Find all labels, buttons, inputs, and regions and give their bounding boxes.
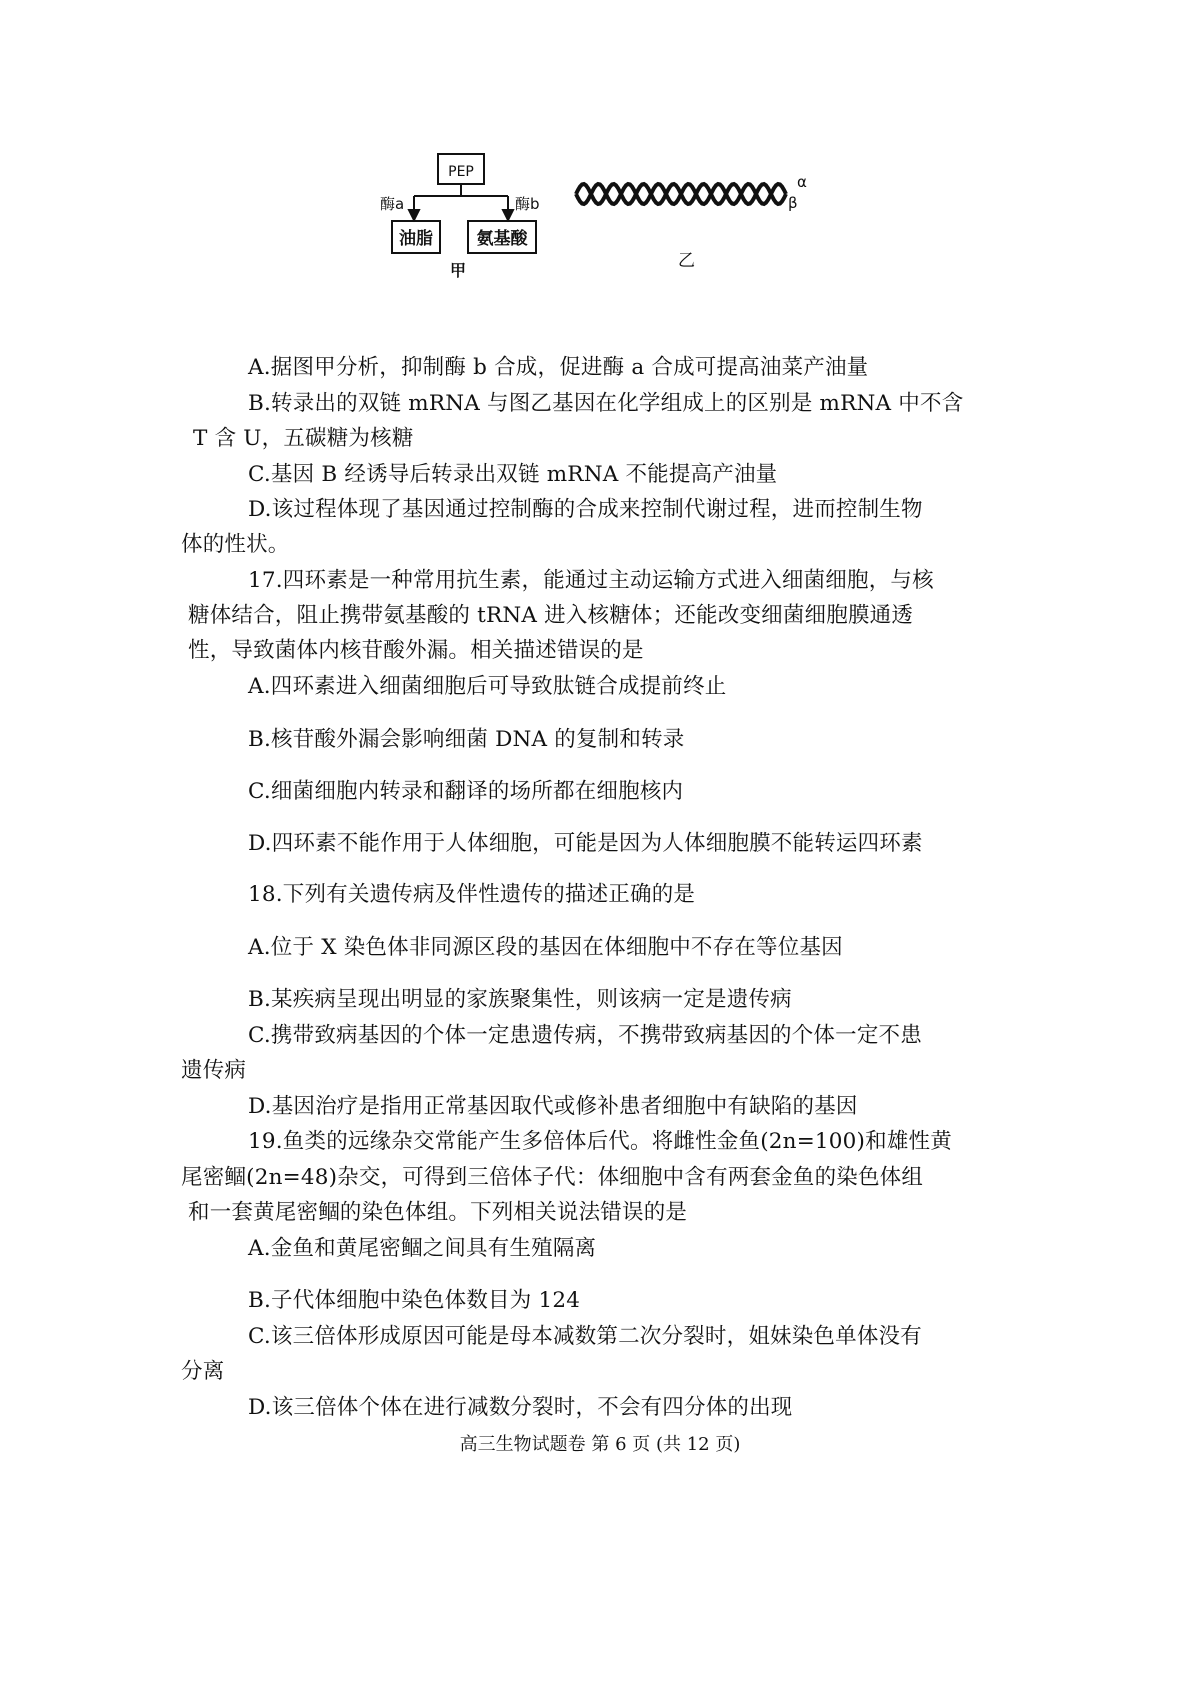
text-line: B.子代体细胞中染色体数目为 124 [248,1288,581,1313]
text-line: C.该三倍体形成原因可能是母本减数第二次分裂时，姐妹染色单体没有 [248,1324,922,1349]
alpha-label: α [797,173,807,191]
enzyme-a-label: 酶a [380,195,405,213]
text-line: B.核苷酸外漏会影响细菌 DNA 的复制和转录 [248,727,685,752]
pep-label: PEP [448,164,474,180]
text-line: D.该过程体现了基因通过控制酶的合成来控制代谢过程，进而控制生物 [248,497,923,522]
text-line: C.携带致病基因的个体一定患遗传病，不携带致病基因的个体一定不患 [248,1023,922,1048]
text-line: A.位于 X 染色体非同源区段的基因在体细胞中不存在等位基因 [248,935,843,960]
enzyme-b-label: 酶b [515,195,540,213]
text-line: 19.鱼类的远缘杂交常能产生多倍体后代。将雌性金鱼(2n=100)和雄性黄 [248,1129,952,1154]
beta-label: β [788,194,798,212]
text-line: D.基因治疗是指用正常基因取代或修补患者细胞中有缺陷的基因 [248,1094,858,1119]
text-line: 17.四环素是一种常用抗生素，能通过主动运输方式进入细菌细胞，与核 [248,568,934,593]
text-line: D.四环素不能作用于人体细胞，可能是因为人体细胞膜不能转运四环素 [248,831,923,856]
text-line: D.该三倍体个体在进行减数分裂时，不会有四分体的出现 [248,1395,793,1420]
text-line: 和一套黄尾密鲴的染色体组。下列相关说法错误的是 [188,1200,688,1225]
text-line: 尾密鲴(2n=48)杂交，可得到三倍体子代：体细胞中含有两套金鱼的染色体组 [181,1165,924,1190]
figure-area [0,0,1200,300]
text-line: 分离 [181,1359,225,1384]
text-line: 糖体结合，阻止携带氨基酸的 tRNA 进入核糖体；还能改变细菌细胞膜通透 [188,603,914,628]
figure-svg [0,0,1200,300]
text-line: 遗传病 [181,1058,247,1083]
text-line: C.细菌细胞内转录和翻译的场所都在细胞核内 [248,779,684,804]
page-footer: 高三生物试题卷 第 6 页 (共 12 页) [459,1434,741,1455]
text-line: A.据图甲分析，抑制酶 b 合成，促进酶 a 合成可提高油菜产油量 [248,355,869,380]
text-line: 性，导致菌体内核苷酸外漏。相关描述错误的是 [188,638,644,663]
text-line: B.某疾病呈现出明显的家族聚集性，则该病一定是遗传病 [248,987,792,1012]
text-line: B.转录出的双链 mRNA 与图乙基因在化学组成上的区别是 mRNA 中不含 [248,391,964,416]
text-line: 18.下列有关遗传病及伴性遗传的描述正确的是 [248,882,696,907]
oil-label: 油脂 [399,229,433,249]
text-line: T 含 U，五碳糖为核糖 [193,426,414,451]
text-line: C.基因 B 经诱导后转录出双链 mRNA 不能提高产油量 [248,462,778,487]
caption-jia: 甲 [449,261,467,280]
amino-acid-label: 氨基酸 [476,229,528,249]
text-line: 体的性状。 [181,532,290,557]
text-line: A.金鱼和黄尾密鲴之间具有生殖隔离 [248,1236,597,1261]
figure-yi [576,184,786,204]
caption-yi: 乙 [678,251,695,271]
text-line: A.四环素进入细菌细胞后可导致肽链合成提前终止 [248,674,727,699]
